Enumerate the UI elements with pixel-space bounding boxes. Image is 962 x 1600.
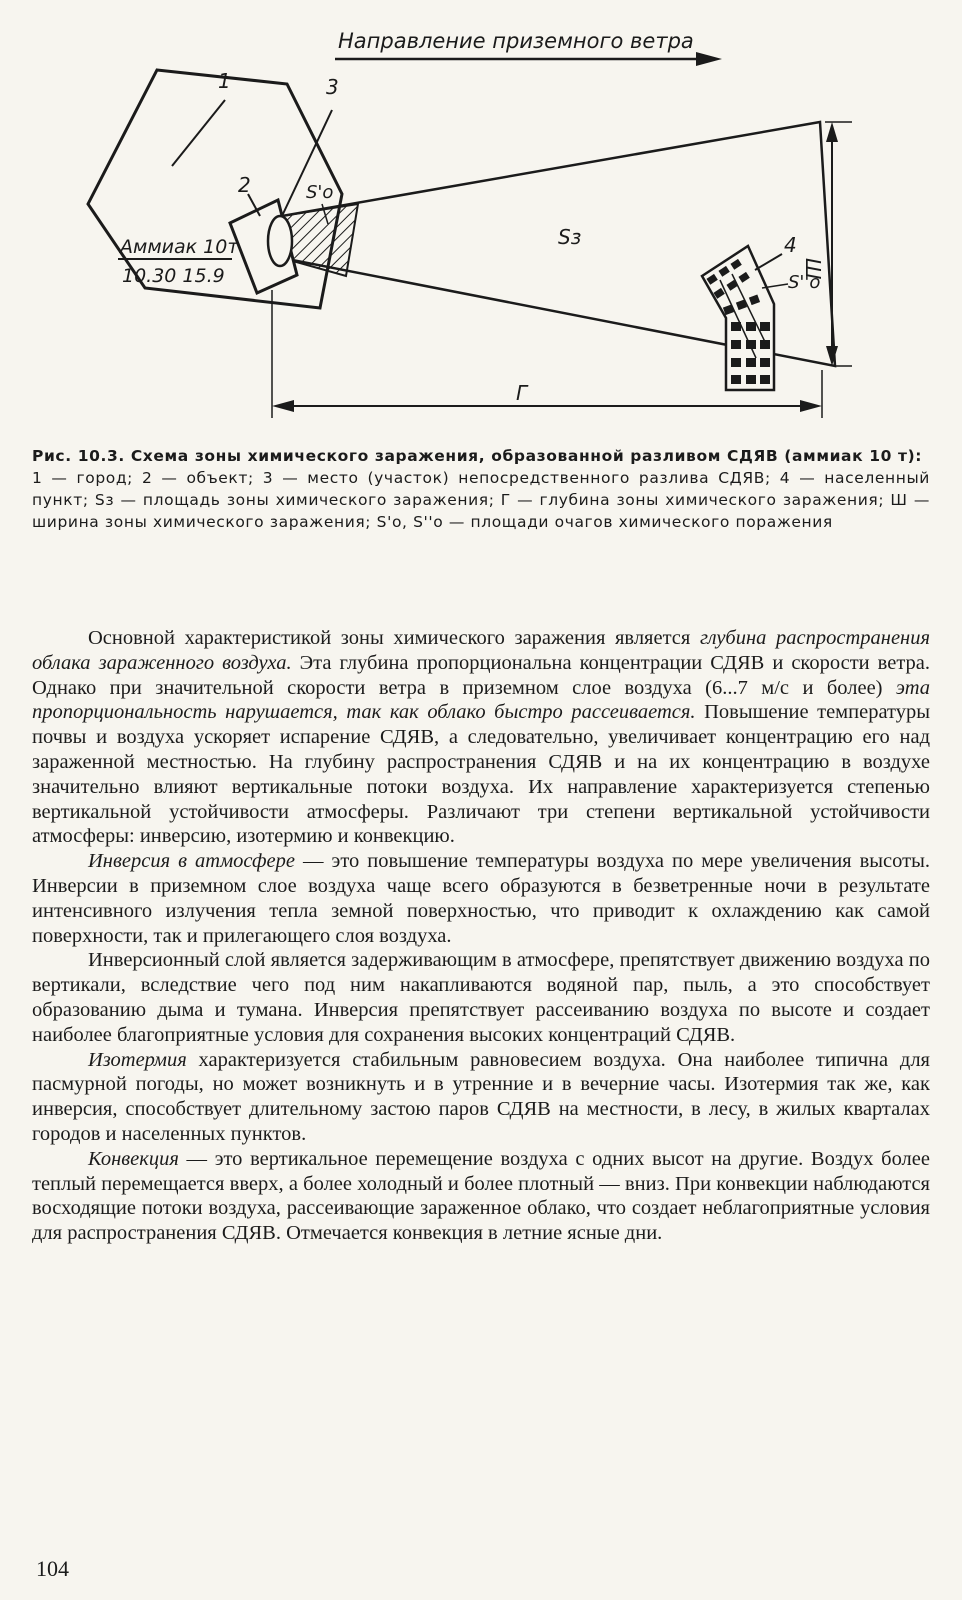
width-arrow-top: [826, 122, 838, 142]
depth-arrow-left: [272, 400, 294, 412]
page-number: 104: [36, 1556, 69, 1581]
figure-caption: [32, 445, 930, 533]
label-num-2: 2: [238, 173, 251, 197]
wind-direction-label: Направление приземного ветра: [338, 29, 694, 53]
paragraph-2: [32, 849, 930, 948]
leader-line-4: [755, 254, 782, 270]
label-num-1: 1: [218, 69, 231, 93]
ammonia-label-line1: Аммиак 10т: [120, 236, 239, 258]
label-s3: Sз: [558, 225, 582, 249]
settlement-blocks: [702, 246, 774, 390]
paragraph-4: [32, 1048, 930, 1147]
depth-arrow-right: [800, 400, 822, 412]
label-num-3: 3: [326, 75, 339, 99]
width-arrow-bottom: [826, 346, 838, 366]
ammonia-label-line2: 10.30 15.9: [122, 265, 225, 287]
p1-emphasis-1: глубина распространения облака зараженного воздуха.: [32, 627, 930, 674]
paragraph-5: [32, 1147, 930, 1246]
label-depth: Г: [516, 381, 528, 405]
p2-term: Инверсия в атмосфере: [88, 850, 295, 873]
diagram-svg: [70, 18, 940, 438]
wind-arrow-head: [696, 52, 722, 66]
caption-title: Рис. 10.3. Схема зоны химического заражения, образованной разливом СДЯВ (аммиак 10 т):: [32, 447, 923, 465]
contamination-zone-diagram: [70, 18, 940, 438]
p1-emphasis-2: эта пропорциональность нарушается, так как облако быстро рассеивается.: [32, 676, 930, 724]
leader-line-1: [172, 100, 225, 166]
spill-site-ellipse: [268, 216, 292, 266]
p4-term: Изотермия: [88, 1048, 187, 1071]
p4-text: характеризуется стабильным равновесием воздуха. Она наиболее типична для пасмурной погоды, но может возникнуть и в утренние и в вечерние часы. Изотермия так же, как инверсия, способствует длительному застою паров СДЯВ на местности, в лесу, в жилых кварталах городов и населенных пунктов.: [32, 1048, 930, 1145]
p1-text-a: Основной характеристикой зоны химического заражения является: [88, 627, 700, 649]
caption-legend: 1 — город; 2 — объект; 3 — место (участок) непосредственного разлива СДЯВ; 4 — населенный пункт; Sз — площадь зоны химического заражения; Г — глубина зоны химического заражения; Ш — ширина зоны химического заражения; S'о, S''о — площади очагов химического поражения: [32, 469, 930, 531]
p2-text: — это повышение температуры воздуха по мере увеличения высоты. Инверсии в приземном слое воздуха чаще всего образуются в безветренные ночи в результате интенсивного излучения тепла земной поверхностью, что приводит к охлаждению как самой поверхности, так и прилегающего слоя воздуха.: [32, 850, 930, 947]
p5-text: — это вертикальное перемещение воздуха с одних высот на другие. Воздух более теплый перемещается вверх, а более холодный и более плотный — вниз. При конвекции наблюдаются восходящие потоки воздуха, рассеивающие зараженное облако, что создает неблагоприятные условия для распространения СДЯВ. Отмечается конвекция в летние ясные дни.: [32, 1147, 930, 1245]
p1-text-c: Повышение температуры почвы и воздуха ускоряет испарение СДЯВ, а следовательно, увеличивает концентрацию его над зараженной местностью. На глубину распространения СДЯВ и на их концентрацию в воздухе значительно влияют вертикальные потоки воздуха. Их направление характеризуется степенью вертикальной устойчивости атмосферы. Различают три степени вертикальной устойчивости атмосферы: инверсию, изотермию и конвекцию.: [32, 701, 930, 848]
label-width: Ш: [801, 258, 825, 280]
label-s0-prime: S'о: [306, 182, 334, 203]
paragraph-3: Инверсионный слой является задерживающим в атмосфере, препятствует движению воздуха по вертикали, вследствие чего под ним накапливаются водяной пар, пыль, а это способствует образованию дыма и тумана. Инверсия препятствует рассеиванию воздуха по высоте и создает наиболее благоприятные условия для сохранения высоких концентраций СДЯВ.: [32, 949, 930, 1046]
p5-term: Конвекция: [88, 1147, 179, 1170]
main-text: [32, 626, 930, 1246]
paragraph-1: [32, 626, 930, 849]
label-num-4: 4: [784, 233, 797, 257]
p1-text-b: Эта глубина пропорциональна концентрации СДЯВ и скорости ветра. Однако при значительной скорости ветра в приземном слое воздуха (6...7 м/с и более): [32, 651, 931, 699]
label-s0-double-prime: S''о: [788, 272, 821, 293]
